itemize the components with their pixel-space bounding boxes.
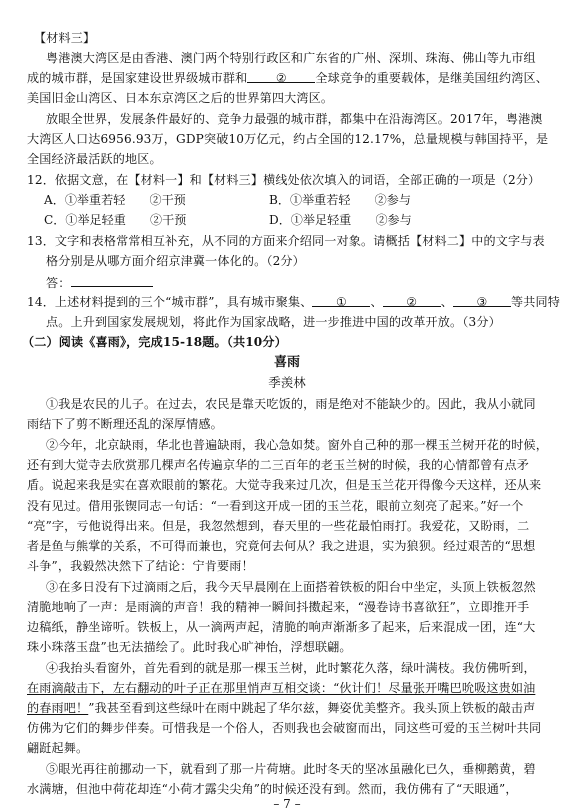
page-number: – 7 – xyxy=(273,797,301,811)
article-paragraph4-line3 xyxy=(27,700,535,716)
question-14-text-b: 等共同特 xyxy=(510,295,560,309)
article-paragraph4-line1: ④我抬头看窗外，首先看到的就是那一棵玉兰树，此时繁花久落，绿叶满枝。我仿佛听到， xyxy=(46,661,536,675)
material3-paragraph1-line2 xyxy=(27,70,548,86)
material3-line2-text-b: 全球竞争的重要载体，是继美国纽约湾区、 xyxy=(315,71,549,85)
material3-paragraph1-line3: 美国旧金山湾区、日本东京湾区之后的世界第四大湾区。 xyxy=(27,91,334,105)
section-2-heading: （二）阅读《喜雨》，完成15-18题。（共10分） xyxy=(22,335,287,349)
article-paragraph3-line4: 珠小珠落玉盘”也无法描绘了。此时我心旷神怡，浮想联翩。 xyxy=(27,640,352,654)
article-paragraph2-line1: ②今年，北京缺雨，华北也普遍缺雨，我心急如焚。窗外自己种的那一棵玉兰树开花的时候， xyxy=(46,438,548,452)
question-12-option-c[interactable]: C．①举足轻重 ②干预 xyxy=(44,213,187,227)
paragraph4-line3-rest: ”我甚至看到这些绿叶在雨中跳起了华尔兹，舞姿优美整齐。我头顶上铁板的敲击声 xyxy=(88,701,536,715)
material3-line2-text-a: 成的城市群，是国家建设世界级城市群和 xyxy=(27,71,248,85)
answer-blank-2[interactable] xyxy=(247,70,315,83)
article-paragraph2-line7: 斗争”，我毅然决然下了结论：宁肯要雨！ xyxy=(27,559,254,573)
material3-heading: 【材料三】 xyxy=(34,31,96,45)
article-paragraph5-line2: 水满塘，但池中荷花却连“小荷才露尖尖角”的时候还没有到。然而，我仿佛有了“天眼通”， xyxy=(27,782,518,796)
question-12-option-a[interactable]: A．①举重若轻 ②干预 xyxy=(44,193,186,207)
blank-3-label: ③ xyxy=(476,295,488,309)
article-paragraph4-underlined-line2: 在雨滴敲击下，左右翻动的叶子正在那里悄声互相交谈：“伙计们！尽量张开嘴巴吮吸这贵如油 xyxy=(27,681,536,695)
question-13-answer-blank[interactable] xyxy=(71,274,153,287)
separator: 、 xyxy=(440,295,453,309)
article-paragraph5-line1: ⑤眼光再往前挪动一下，就看到了那一片荷塘。此时冬天的坚冰虽融化已久，垂柳鹅黄，碧 xyxy=(46,762,536,776)
question-12-stem: 12．依据文意，在【材料一】和【材料三】横线处依次填入的词语，全部正确的一项是（2分） xyxy=(27,173,541,187)
article-paragraph1-line1: ①我是农民的儿子。在过去，农民是靠天吃饭的，雨是绝对不能缺少的。因此，我从小就同 xyxy=(46,397,536,411)
question-14-line1 xyxy=(27,294,560,310)
answer-blank-1[interactable] xyxy=(312,294,370,307)
underlined-phrase: 的春雨吧！ xyxy=(27,701,89,715)
blank-2-label: ② xyxy=(406,295,418,309)
answer-blank-2[interactable] xyxy=(383,294,441,307)
article-title: 喜雨 xyxy=(273,355,300,370)
article-paragraph4-line5: 翩跹起舞。 xyxy=(27,741,89,755)
answer-blank-3[interactable] xyxy=(453,294,511,307)
question-12-option-d[interactable]: D．①举足轻重 ②参与 xyxy=(269,213,412,227)
question-13-line2: 格分别是从哪方面介绍京津冀一体化的。（2分） xyxy=(46,254,305,268)
question-14-text-a: 14．上述材料提到的三个“城市群”，具有城市聚集、 xyxy=(27,295,313,309)
blank-1-label: ① xyxy=(335,295,347,309)
material3-paragraph2-line2: 大湾区人口达6956.93万，GDP突破10万亿元，约占全国的12.17%，总量规模与韩国持平，是 xyxy=(27,132,549,146)
question-12-option-b[interactable]: B．①举重若轻 ②参与 xyxy=(269,193,411,207)
blank-2-label: ② xyxy=(275,71,287,85)
article-paragraph3-line2: 清脆地响了一声：是雨滴的声音！我的精神一瞬间抖擞起来，“漫卷诗书喜欲狂”，立即推开手 xyxy=(27,600,530,614)
material3-paragraph1-line1: 粤港澳大湾区是由香港、澳门两个特别行政区和广东省的广州、深圳、珠海、佛山等九市组 xyxy=(46,51,536,65)
answer-label: 答： xyxy=(46,276,71,290)
article-paragraph3-line1: ③在多日没有下过滴雨之后，我今天早晨刚在上面搭着铁板的阳台中坐定，头顶上铁板忽然 xyxy=(46,580,536,594)
question-13-answer xyxy=(46,274,153,291)
article-paragraph2-line2: 还有到大觉寺去欣赏那几棵声名传遍京华的二三百年的老玉兰树的时候，我的心情都曾有点矛 xyxy=(27,458,529,472)
article-author: 季羡林 xyxy=(268,375,306,390)
article-paragraph4-line4: 仿佛为它们的舞步伴奏。可惜我是一个俗人，否则我也会破窗而出，同这些可爱的玉兰树叶共同 xyxy=(27,721,542,735)
material3-paragraph2-line1: 放眼全世界，发展条件最好的、竞争力最强的城市群，都集中在沿海湾区。2017年，粤港澳 xyxy=(46,112,543,126)
separator: 、 xyxy=(370,295,383,309)
question-13-line1: 13．文字和表格常常相互补充，从不同的方面来介绍同一对象。请概括【材料二】中的文字与表 xyxy=(27,234,545,248)
article-paragraph2-line5: “亮”字，亏他说得出来。但是，我忽然想到，春天里的一些花最怕雨打。我爱花，又盼雨，二 xyxy=(27,519,530,533)
article-paragraph2-line3: 盾。说起来我是实在喜欢眼前的繁花。大觉寺我来过几次，但是玉兰花开得像今天这样，还从来 xyxy=(27,478,542,492)
article-paragraph2-line4: 没有见过。借用张锲同志一句话：“一看到这开成一团的玉兰花，眼前立刻亮了起来。”好一个 xyxy=(27,499,524,513)
material3-paragraph2-line3: 全国经济最活跃的地区。 xyxy=(27,152,162,166)
question-14-line2: 点。上升到国家发展规划，将此作为国家战略，进一步推进中国的改革开放。（3分） xyxy=(46,315,501,329)
article-paragraph3-line3: 边稿纸，静坐谛听。铁板上，从一滴两声起，清脆的响声渐渐多了起来，后来混成一团，连“大 xyxy=(27,620,536,634)
article-paragraph1-line2: 雨结下了剪不断理还乱的深厚情感。 xyxy=(27,417,223,431)
article-paragraph2-line6: 者是鱼与熊掌的关系，不可得而兼也，究竟何去何从？我之进退，实为狼狈。经过艰苦的“思想 xyxy=(27,539,536,553)
